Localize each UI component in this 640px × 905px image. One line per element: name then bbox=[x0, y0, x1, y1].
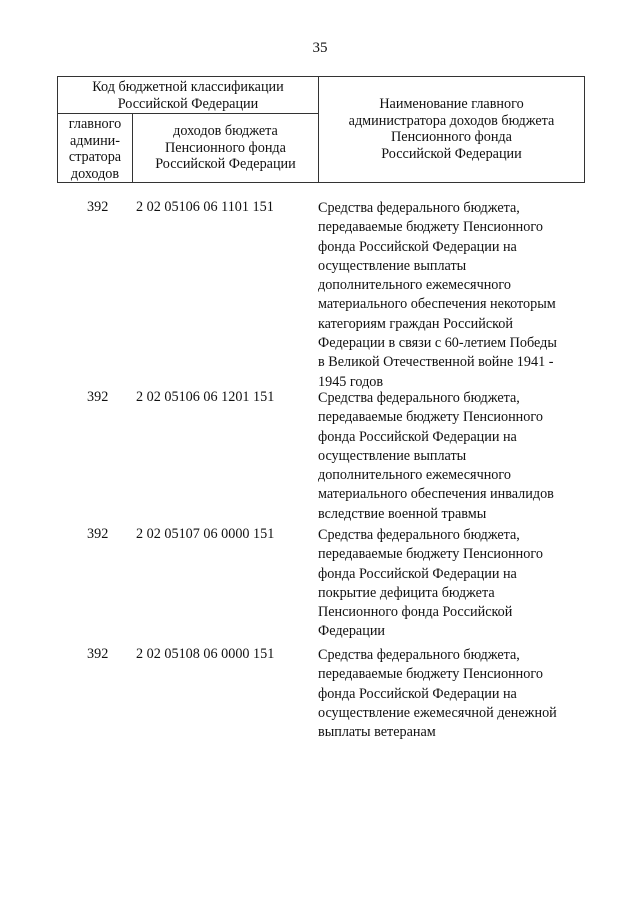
desc-line: материального обеспечения инвалидов bbox=[318, 486, 554, 503]
desc-line: Федерации в связи с 60-летием Победы bbox=[318, 335, 557, 352]
desc-line: вследствие военной травмы bbox=[318, 505, 487, 522]
desc-line: осуществление выплаты bbox=[318, 447, 467, 464]
income-code: 2 02 05107 06 0000 151 bbox=[136, 526, 275, 542]
desc-line: фонда Российской Федерации на bbox=[318, 428, 517, 445]
admin-code: 392 bbox=[87, 526, 109, 542]
income-code: 2 02 05108 06 0000 151 bbox=[136, 646, 275, 662]
desc-line: категориям граждан Российской bbox=[318, 315, 513, 332]
header-text: доходов бюджета bbox=[173, 123, 278, 139]
header-chief-administrator bbox=[58, 114, 133, 182]
header-text: администратора доходов бюджета bbox=[348, 112, 555, 129]
header-text: Пенсионного фонда bbox=[391, 129, 512, 145]
header-text: доходов bbox=[70, 165, 120, 182]
row-description bbox=[318, 199, 557, 392]
income-code: 2 02 05106 06 1201 151 bbox=[136, 389, 275, 405]
desc-line: Средства федерального бюджета, bbox=[318, 527, 520, 543]
header-administrator-name bbox=[319, 77, 584, 182]
header-text: Код бюджетной классификации bbox=[92, 79, 284, 95]
desc-line: передаваемые бюджету Пенсионного bbox=[318, 219, 543, 236]
row-description bbox=[318, 526, 543, 642]
desc-line: дополнительного ежемесячного bbox=[318, 277, 511, 294]
desc-line: в Великой Отечественной войне 1941 - bbox=[318, 354, 554, 371]
desc-line: осуществление выплаты bbox=[318, 257, 467, 274]
desc-line: дополнительного ежемесячного bbox=[318, 467, 511, 484]
desc-line: 1945 годов bbox=[318, 373, 384, 390]
desc-line: фонда Российской Федерации на bbox=[318, 685, 517, 702]
desc-line: осуществление ежемесячной денежной bbox=[318, 704, 557, 721]
desc-line: Пенсионного фонда Российской bbox=[318, 604, 513, 621]
desc-line: Федерации bbox=[318, 623, 386, 640]
header-text: Российской Федерации bbox=[381, 145, 522, 162]
desc-line: материального обеспечения некоторым bbox=[318, 296, 556, 313]
desc-line: покрытие дефицита бюджета bbox=[318, 584, 495, 601]
header-text: Наименование главного bbox=[379, 96, 524, 112]
desc-line: передаваемые бюджету Пенсионного bbox=[318, 409, 543, 426]
row-description bbox=[318, 646, 557, 742]
desc-line: фонда Российской Федерации на bbox=[318, 565, 517, 582]
row-description bbox=[318, 389, 554, 524]
table-header bbox=[57, 76, 585, 183]
header-text: Российской Федерации bbox=[117, 95, 259, 112]
admin-code: 392 bbox=[87, 646, 109, 662]
header-text: админи- bbox=[70, 132, 120, 149]
admin-code: 392 bbox=[87, 199, 109, 215]
header-text: Пенсионного фонда bbox=[165, 139, 286, 156]
desc-line: передаваемые бюджету Пенсионного bbox=[318, 546, 543, 563]
header-pension-fund-income bbox=[133, 114, 319, 182]
header-text: стратора bbox=[68, 149, 122, 165]
desc-line: фонда Российской Федерации на bbox=[318, 238, 517, 255]
header-budget-classification-code bbox=[58, 77, 319, 114]
admin-code: 392 bbox=[87, 389, 109, 405]
desc-line: Средства федерального бюджета, bbox=[318, 390, 520, 406]
desc-line: Средства федерального бюджета, bbox=[318, 647, 520, 663]
desc-line: Средства федерального бюджета, bbox=[318, 200, 520, 216]
header-text: главного bbox=[68, 116, 122, 132]
desc-line: передаваемые бюджету Пенсионного bbox=[318, 666, 543, 683]
desc-line: выплаты ветеранам bbox=[318, 724, 436, 741]
page-number: 35 bbox=[312, 40, 328, 56]
header-text: Российской Федерации bbox=[155, 156, 296, 172]
income-code: 2 02 05106 06 1101 151 bbox=[136, 199, 274, 215]
